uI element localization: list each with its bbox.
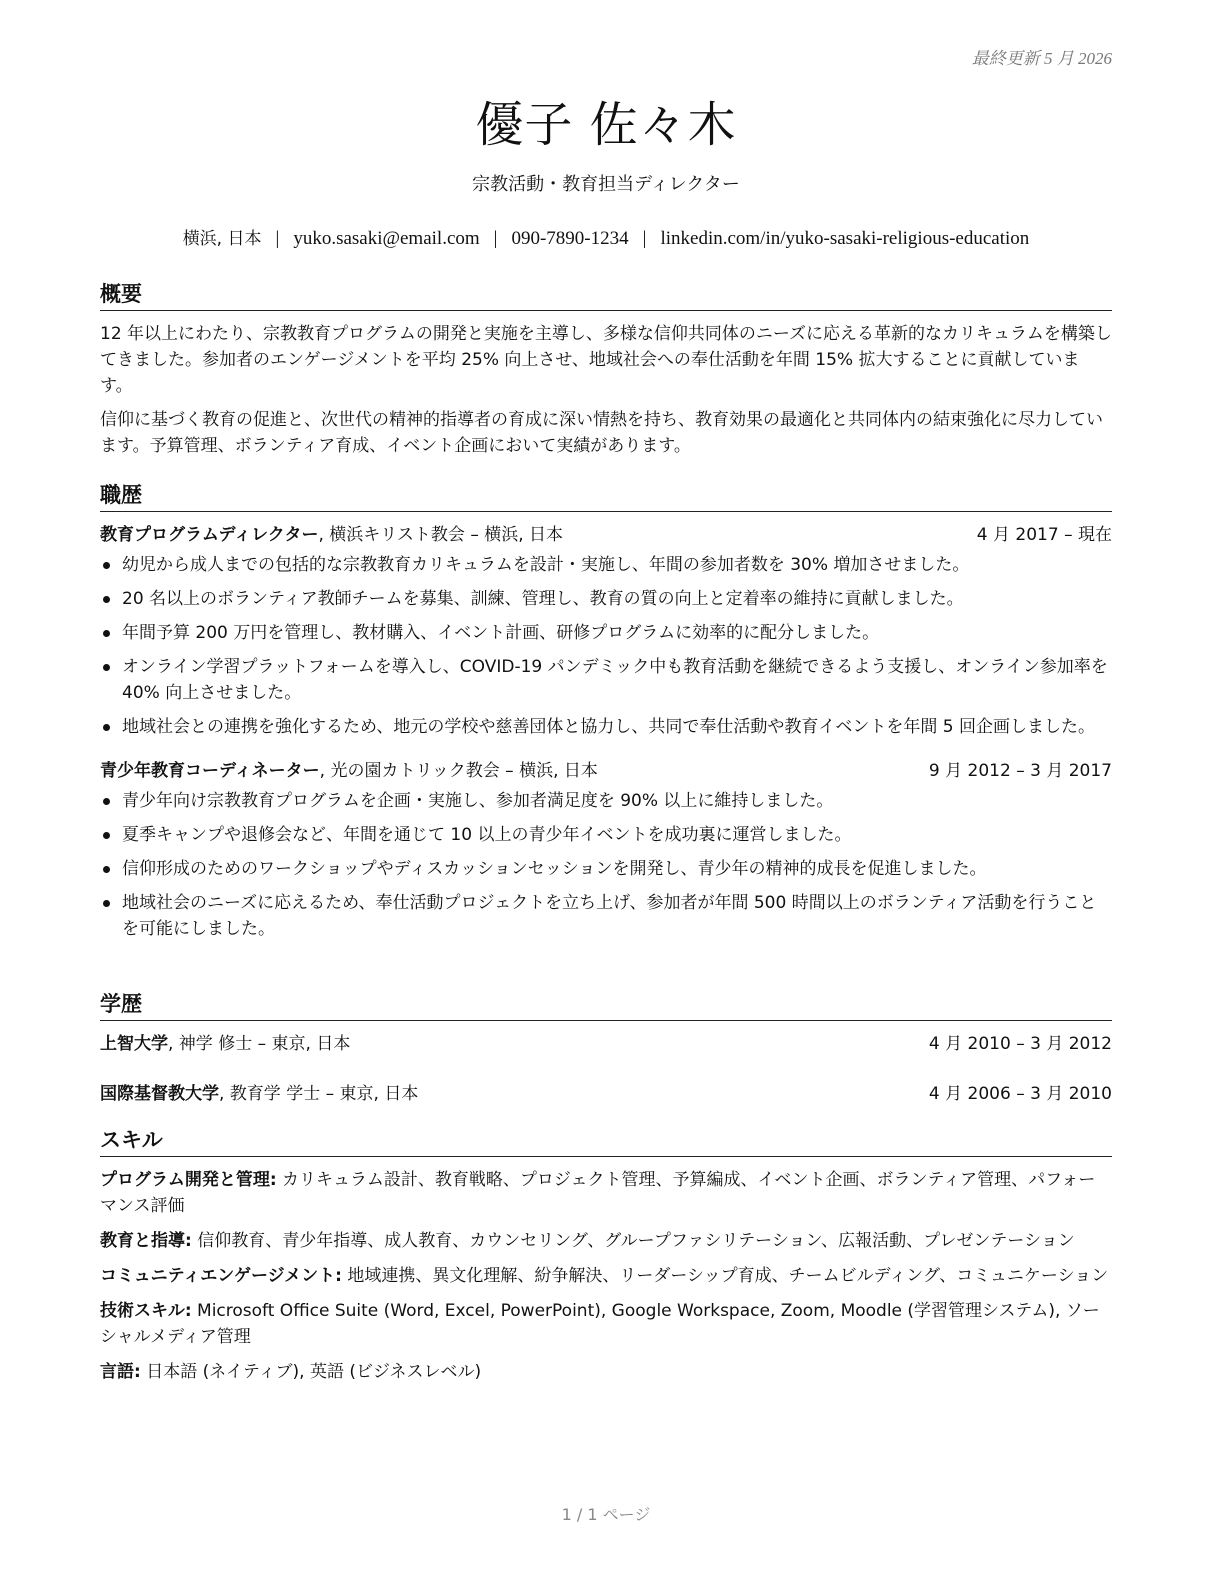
skill-label: 技術スキル: — [100, 1301, 192, 1321]
contact-separator: | — [642, 228, 647, 249]
education-entry — [100, 1081, 1112, 1107]
resume-page — [100, 0, 1112, 1584]
skill-text: 信仰教育、青少年指導、成人教育、カウンセリング、グループファシリテーション、広報活動、プレゼンテーション — [191, 1231, 1075, 1251]
degree-detail: , 教育学 学士 – 東京, 日本 — [219, 1084, 419, 1104]
education-entry — [100, 1031, 1112, 1057]
skill-item — [100, 1228, 1112, 1254]
bullet-item: 信仰形成のためのワークショップやディスカッションセッションを開発し、青少年の精神的成長を促進しました。 — [100, 856, 1112, 882]
section-heading-skills: スキル — [100, 1124, 1112, 1157]
contact-separator: | — [493, 228, 498, 249]
summary-paragraph: 12 年以上にわたり、宗教教育プログラムの開発と実施を主導し、多様な信仰共同体のニーズに応える革新的なカリキュラムを構築してきました。参加者のエンゲージメントを平均 25% 向上させ、地域社会への奉仕活動を年間 15% 拡大することに貢献しています。 — [100, 324, 1112, 396]
school-name: 上智大学 — [100, 1034, 168, 1054]
contact-linkedin[interactable]: linkedin.com/in/yuko-sasaki-religious-education — [660, 228, 1030, 249]
job-header — [100, 522, 1112, 548]
school-name: 国際基督教大学 — [100, 1084, 219, 1104]
skill-item — [100, 1167, 1112, 1219]
summary-section — [100, 278, 1112, 467]
job-title: 宗教活動・教育担当ディレクター — [472, 174, 740, 195]
job-bullets — [100, 552, 1112, 740]
job-dates: 9 月 2012 – 3 月 2017 — [928, 761, 1112, 781]
degree-detail: , 神学 修士 – 東京, 日本 — [168, 1034, 351, 1054]
job-organization: , 光の園カトリック教会 – 横浜, 日本 — [319, 761, 598, 781]
job-header — [100, 758, 1112, 784]
last-updated: 最終更新 5 月 2026 — [971, 49, 1112, 68]
education-section — [100, 988, 1112, 1107]
skill-text: 地域連携、異文化理解、紛争解決、リーダーシップ育成、チームビルディング、コミュニケーション — [341, 1266, 1109, 1286]
job-bullets — [100, 788, 1112, 942]
skill-label: プログラム開発と管理: — [100, 1170, 277, 1190]
job-position: 青少年教育コーディネーター — [100, 761, 320, 781]
page-number: 1 / 1 ページ — [561, 1505, 651, 1524]
section-heading-summary: 概要 — [100, 278, 1112, 311]
skill-text: カリキュラム設計、教育戦略、プロジェクト管理、予算編成、イベント企画、ボランティア管理、パフォーマンス評価 — [100, 1170, 1096, 1216]
contact-line — [100, 224, 1112, 250]
bullet-item: 青少年向け宗教教育プログラムを企画・実施し、参加者満足度を 90% 以上に維持しました。 — [100, 788, 1112, 814]
contact-email[interactable]: yuko.sasaki@email.com — [293, 228, 480, 249]
skill-text: Microsoft Office Suite (Word, Excel, PowerPoint), Google Workspace, Zoom, Moodle (学習管理システム), ソーシャルメディア管理 — [100, 1301, 1100, 1347]
bullet-item: 地域社会のニーズに応えるため、奉仕活動プロジェクトを立ち上げ、参加者が年間 500 時間以上のボランティア活動を行うことを可能にしました。 — [100, 890, 1112, 942]
summary-paragraph: 信仰に基づく教育の促進と、次世代の精神的指導者の育成に深い情熱を持ち、教育効果の最適化と共同体内の結束強化に尽力しています。予算管理、ボランティア育成、イベント企画において実績があります。 — [100, 410, 1103, 456]
skill-label: 教育と指導: — [100, 1231, 192, 1251]
bullet-item: 夏季キャンプや退修会など、年間を通じて 10 以上の青少年イベントを成功裏に運営しました。 — [100, 822, 1112, 848]
bullet-item: 年間予算 200 万円を管理し、教材購入、イベント計画、研修プログラムに効率的に配分しました。 — [100, 620, 1112, 646]
person-name: 優子 佐々木 — [475, 97, 737, 153]
skill-label: コミュニティエンゲージメント: — [100, 1266, 342, 1286]
contact-location: 横浜, 日本 — [182, 229, 262, 249]
section-heading-education: 学歴 — [100, 988, 1112, 1021]
skill-label: 言語: — [100, 1362, 141, 1382]
skill-item — [100, 1359, 1112, 1385]
skill-item — [100, 1263, 1112, 1289]
experience-section — [100, 479, 1112, 950]
job-dates: 4 月 2017 – 現在 — [976, 525, 1112, 545]
section-heading-experience: 職歴 — [100, 479, 1112, 512]
bullet-item: 20 名以上のボランティア教師チームを募集、訓練、管理し、教育の質の向上と定着率の維持に貢献しました。 — [100, 586, 1112, 612]
skill-text: 日本語 (ネイティブ), 英語 (ビジネスレベル) — [140, 1362, 482, 1382]
job-organization: , 横浜キリスト教会 – 横浜, 日本 — [318, 525, 564, 545]
bullet-item: 地域社会との連携を強化するため、地元の学校や慈善団体と協力し、共同で奉仕活動や教育イベントを年間 5 回企画しました。 — [100, 714, 1112, 740]
contact-separator: | — [275, 228, 280, 249]
job-position: 教育プログラムディレクター — [100, 525, 319, 545]
skill-item — [100, 1298, 1112, 1350]
skills-section — [100, 1124, 1112, 1394]
education-dates: 4 月 2006 – 3 月 2010 — [928, 1084, 1112, 1104]
job-entry — [100, 758, 1112, 942]
contact-phone: 090-7890-1234 — [511, 228, 629, 249]
bullet-item: 幼児から成人までの包括的な宗教教育カリキュラムを設計・実施し、年間の参加者数を 30% 増加させました。 — [100, 552, 1112, 578]
education-dates: 4 月 2010 – 3 月 2012 — [928, 1034, 1112, 1054]
bullet-item: オンライン学習プラットフォームを導入し、COVID-19 パンデミック中も教育活動を継続できるよう支援し、オンライン参加率を 40% 向上させました。 — [100, 654, 1112, 706]
job-entry — [100, 522, 1112, 740]
